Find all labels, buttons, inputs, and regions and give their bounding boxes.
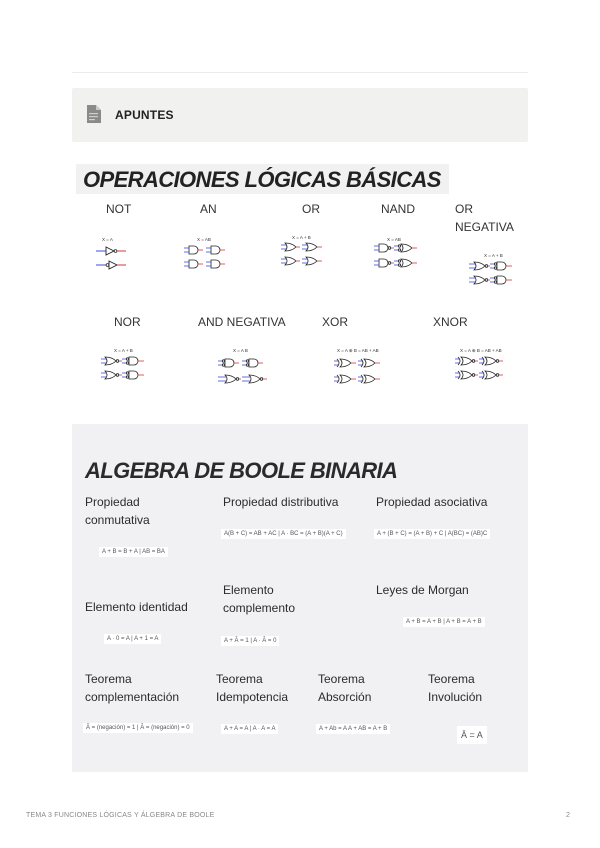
prop-complementacion-title: Teorema complementación xyxy=(85,672,180,704)
prop-involucion-title: Teorema Involución xyxy=(428,672,483,704)
prop-asociativa-formula: A + (B + C) = (A + B) + C | A(BC) = (AB)C xyxy=(374,529,490,539)
prop-complementacion-formula: Ā = (negación) = 1 | Ā = (negación) = 0 xyxy=(83,723,193,733)
prop-involucion-formula: Ā = A xyxy=(457,726,487,744)
gate-diagram-nand xyxy=(373,234,419,274)
formula-not: X = A xyxy=(102,237,113,242)
prop-asociativa-title: Propiedad asociativa xyxy=(376,495,488,509)
gate-diagram-and-negativa xyxy=(217,345,269,389)
heading-operaciones: OPERACIONES LÓGICAS BÁSICAS xyxy=(76,164,449,194)
formula-or-negativa: X = A + B xyxy=(484,253,503,258)
prop-idempotencia-title: Teorema Idempotencia xyxy=(216,672,289,704)
prop-morgan-title: Leyes de Morgan xyxy=(376,583,469,597)
gate-diagram-nor xyxy=(100,345,146,385)
prop-distributiva-title: Propiedad distributiva xyxy=(223,495,339,509)
prop-absorcion-formula: A + Ab = A A + AB = A + B xyxy=(316,724,390,734)
formula-and-negativa: X = A B xyxy=(233,348,248,353)
op-label-and: AN xyxy=(200,202,217,216)
prop-absorcion-title: Teorema Absorción xyxy=(318,672,372,704)
prop-distributiva-formula: A(B + C) = AB + AC | A · BC = (A + B)(A + C) xyxy=(221,529,346,539)
page-number: 2 xyxy=(566,812,570,819)
prop-conmutativa-title: Propiedad conmutativa xyxy=(85,495,150,527)
prop-morgan-formula: A + B = A + B | A + B = A + B xyxy=(403,617,485,627)
footer-text: TEMA 3 FUNCIONES LÓGICAS Y ÁLGEBRA DE BOOLE xyxy=(26,812,215,819)
gate-diagram-and xyxy=(183,234,227,274)
op-label-or: OR xyxy=(302,202,320,216)
prop-complemento-title: Elemento complemento xyxy=(223,583,296,615)
op-label-xnor: XNOR xyxy=(433,315,468,329)
document-icon xyxy=(86,104,102,124)
apuntes-callout xyxy=(72,88,528,142)
gate-diagram-xnor xyxy=(455,345,507,389)
gate-diagram-or xyxy=(280,232,324,272)
gate-diagram-xor xyxy=(334,345,386,389)
gate-diagram-or-negativa xyxy=(468,250,514,290)
formula-xnor: X = A ⊕ B = AB + AB xyxy=(460,348,502,353)
prop-conmutativa-formula: A + B = B + A | AB = BA xyxy=(99,547,168,557)
op-label-not: NOT xyxy=(106,202,132,216)
prop-complemento-formula: A + Ā = 1 | A · Ā = 0 xyxy=(221,636,279,646)
callout-label: APUNTES xyxy=(115,108,174,122)
op-label-nand: NAND xyxy=(381,202,416,216)
gate-diagram-not xyxy=(92,234,132,274)
op-label-xor: XOR xyxy=(322,315,349,329)
op-label-or-negativa: OR NEGATIVA xyxy=(455,202,514,234)
prop-identidad-title: Elemento identidad xyxy=(85,600,188,614)
formula-nand: X = AB xyxy=(387,237,401,242)
formula-xor: X = A ⊕ B = AB + AB xyxy=(337,348,379,353)
op-label-and-negativa: AND NEGATIVA xyxy=(198,315,286,329)
op-label-nor: NOR xyxy=(114,315,141,329)
top-divider xyxy=(72,72,528,73)
formula-nor: X = A + B xyxy=(114,348,133,353)
heading-algebra-boole: ALGEBRA DE BOOLE BINARIA xyxy=(85,458,398,483)
prop-idempotencia-formula: A + A = A | A · A = A xyxy=(221,724,278,734)
prop-identidad-formula: A · 0 = A | A + 1 = A xyxy=(104,634,161,644)
formula-and: X = AB xyxy=(197,237,211,242)
formula-or: X = A + B xyxy=(292,235,311,240)
